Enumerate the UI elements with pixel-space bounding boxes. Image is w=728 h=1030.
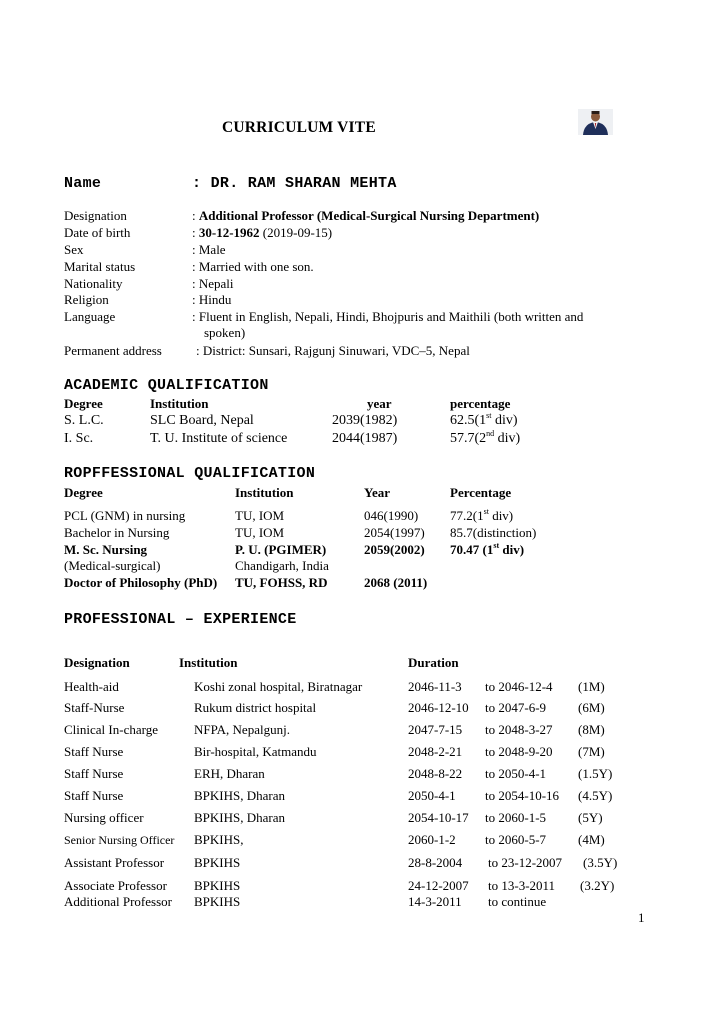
exp-to: to 13-3-2011 (488, 878, 556, 893)
exp-from: 24-12-2007 (408, 878, 469, 893)
exp-from: 2054-10-17 (408, 810, 469, 825)
pq-degree: (Medical-surgical) (64, 558, 161, 573)
nationality-label: Nationality (64, 276, 123, 291)
exp-to: to 2060-5-7 (485, 832, 547, 847)
exp-from: 2048-8-22 (408, 766, 463, 781)
exp-designation: Assistant Professor (64, 855, 165, 870)
designation-label: Designation (64, 208, 127, 223)
marital-value: : Married with one son. (192, 259, 314, 274)
professional-qual-heading: ROPFFESSIONAL QUALIFICATION (64, 465, 316, 482)
exp-from: 2048-2-21 (408, 744, 463, 759)
exp-from: 28-8-2004 (408, 855, 463, 870)
name-value: : DR. RAM SHARAN MEHTA (192, 175, 397, 192)
academic-degree: I. Sc. (64, 431, 94, 446)
exp-period: (4.5Y) (578, 788, 613, 803)
name-label: Name (64, 175, 102, 192)
exp-designation: Health-aid (64, 679, 119, 694)
religion-label: Religion (64, 292, 109, 307)
exp-period: (5Y) (578, 810, 603, 825)
exp-period: (7M) (578, 744, 605, 759)
portrait-photo (578, 109, 613, 135)
academic-institution: SLC Board, Nepal (150, 413, 254, 428)
exp-designation: Associate Professor (64, 878, 167, 893)
pq-col-degree: Degree (64, 485, 103, 500)
exp-designation: Senior Nursing Officer (64, 833, 175, 847)
exp-col-designation: Designation (64, 655, 130, 670)
academic-institution: T. U. Institute of science (150, 431, 288, 446)
exp-period: (6M) (578, 700, 605, 715)
experience-heading: PROFESSIONAL – EXPERIENCE (64, 611, 297, 628)
exp-designation: Clinical In-charge (64, 722, 158, 737)
designation-value: : Additional Professor (Medical-Surgical Nursing Department) (192, 208, 540, 223)
academic-degree: S. L.C. (64, 413, 104, 428)
academic-heading: ACADEMIC QUALIFICATION (64, 377, 269, 394)
exp-to: to 2046-12-4 (485, 679, 553, 694)
pq-col-percentage: Percentage (450, 485, 512, 500)
exp-period: (3.5Y) (583, 855, 618, 870)
page-number: 1 (638, 910, 645, 925)
exp-to: to 2048-9-20 (485, 744, 553, 759)
address-value: : District: Sunsari, Rajgunj Sinuwari, VDC–5, Nepal (196, 343, 470, 358)
pq-institution: Chandigarh, India (235, 558, 329, 573)
pq-year: 2068 (2011) (364, 575, 428, 590)
academic-col-year: year (367, 396, 392, 411)
nationality-value: : Nepali (192, 276, 234, 291)
exp-institution: BPKIHS (194, 855, 241, 870)
pq-percentage: 85.7(distinction) (450, 525, 537, 540)
pq-degree: PCL (GNM) in nursing (64, 508, 186, 523)
dob-value: : 30-12-1962 (2019-09-15) (192, 225, 333, 240)
pq-year: 046(1990) (364, 508, 419, 523)
exp-period: (1M) (578, 679, 605, 694)
academic-col-degree: Degree (64, 396, 103, 411)
exp-institution: NFPA, Nepalgunj. (194, 722, 290, 737)
academic-year: 2044(1987) (332, 431, 398, 446)
exp-designation: Additional Professor (64, 894, 172, 909)
exp-from: 2046-11-3 (408, 679, 462, 694)
pq-year: 2059(2002) (364, 542, 425, 557)
language-value: : Fluent in English, Nepali, Hindi, Bhojpuris and Maithili (both written and (192, 309, 584, 324)
exp-to: to continue (488, 894, 547, 909)
pq-degree: Doctor of Philosophy (PhD) (64, 575, 218, 590)
exp-to: to 2054-10-16 (485, 788, 560, 803)
exp-col-institution: Institution (179, 655, 238, 670)
exp-to: to 2050-4-1 (485, 766, 547, 781)
pq-institution: TU, FOHSS, RD (235, 575, 328, 590)
exp-from: 2046-12-10 (408, 700, 469, 715)
exp-from: 2047-7-15 (408, 722, 463, 737)
religion-value: : Hindu (192, 292, 232, 307)
exp-from: 14-3-2011 (408, 894, 462, 909)
sex-value: : Male (192, 242, 226, 257)
language-value-cont: spoken) (204, 325, 246, 340)
exp-col-duration: Duration (408, 655, 459, 670)
exp-designation: Staff Nurse (64, 788, 124, 803)
dob-label: Date of birth (64, 225, 131, 240)
pq-col-year: Year (364, 485, 390, 500)
exp-period: (8M) (578, 722, 605, 737)
exp-to: to 2048-3-27 (485, 722, 553, 737)
pq-institution: P. U. (PGIMER) (235, 542, 327, 557)
sex-label: Sex (64, 242, 84, 257)
academic-col-percentage: percentage (450, 396, 511, 411)
exp-from: 2050-4-1 (408, 788, 456, 803)
address-label: Permanent address (64, 343, 162, 358)
exp-institution: Koshi zonal hospital, Biratnagar (194, 679, 363, 694)
exp-to: to 2047-6-9 (485, 700, 547, 715)
exp-period: (4M) (578, 832, 605, 847)
pq-year: 2054(1997) (364, 525, 425, 540)
exp-designation: Staff Nurse (64, 766, 124, 781)
exp-institution: BPKIHS (194, 878, 241, 893)
pq-institution: TU, IOM (235, 525, 285, 540)
exp-to: to 2060-1-5 (485, 810, 547, 825)
pq-degree: M. Sc. Nursing (64, 542, 148, 557)
exp-institution: ERH, Dharan (194, 766, 265, 781)
academic-col-institution: Institution (150, 396, 209, 411)
exp-institution: BPKIHS (194, 894, 241, 909)
exp-period: (1.5Y) (578, 766, 613, 781)
language-label: Language (64, 309, 116, 324)
exp-institution: Rukum district hospital (194, 700, 317, 715)
pq-institution: TU, IOM (235, 508, 285, 523)
academic-percentage: 57.7(2nd div) (450, 429, 521, 446)
document-title: CURRICULUM VITE (222, 119, 376, 136)
pq-percentage: 77.2(1st div) (450, 507, 514, 523)
exp-designation: Nursing officer (64, 810, 144, 825)
pq-degree: Bachelor in Nursing (64, 525, 170, 540)
exp-institution: Bir-hospital, Katmandu (194, 744, 317, 759)
pq-col-institution: Institution (235, 485, 294, 500)
exp-institution: BPKIHS, Dharan (194, 810, 285, 825)
exp-institution: BPKIHS, Dharan (194, 788, 285, 803)
exp-institution: BPKIHS, (194, 832, 244, 847)
exp-period: (3.2Y) (580, 878, 615, 893)
exp-designation: Staff-Nurse (64, 700, 125, 715)
marital-label: Marital status (64, 259, 136, 274)
exp-designation: Staff Nurse (64, 744, 124, 759)
academic-year: 2039(1982) (332, 413, 398, 428)
exp-to: to 23-12-2007 (488, 855, 563, 870)
pq-percentage: 70.47 (1st div) (450, 541, 525, 557)
exp-from: 2060-1-2 (408, 832, 456, 847)
academic-percentage: 62.5(1st div) (450, 411, 518, 428)
